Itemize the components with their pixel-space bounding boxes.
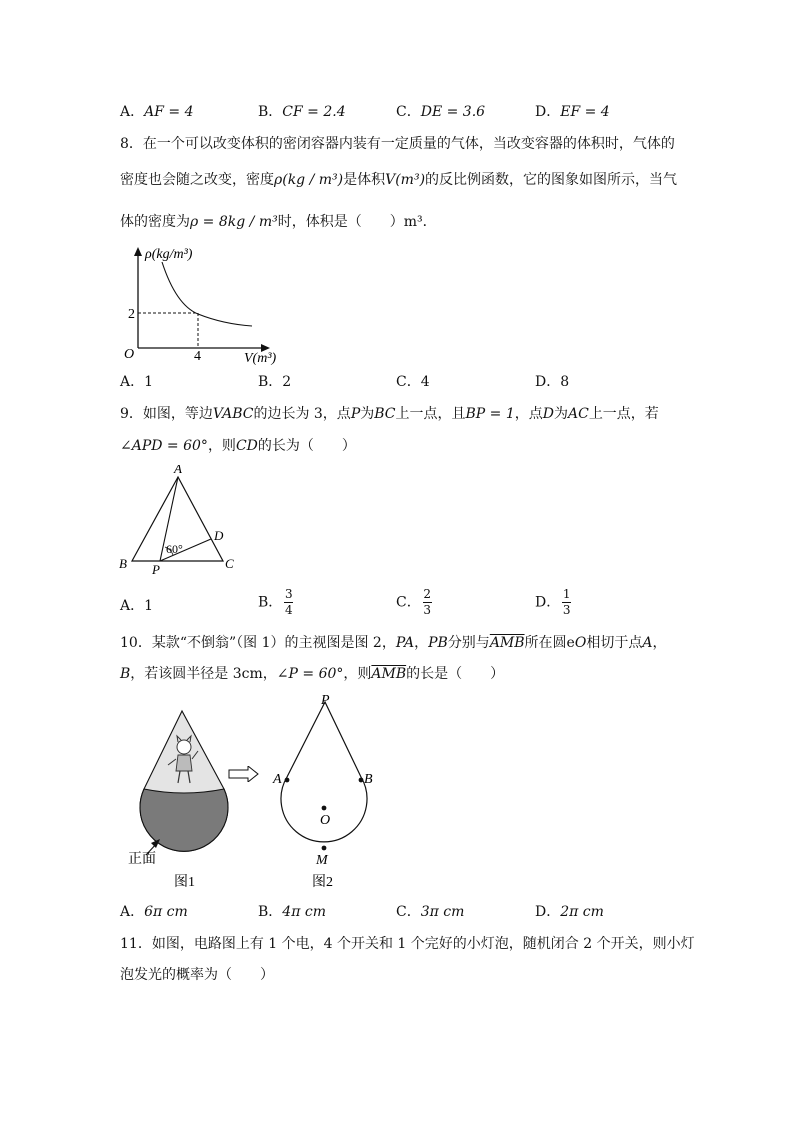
point-a	[285, 778, 290, 783]
figure-2-caption: 图2	[312, 875, 333, 890]
q8-line-1: 8．在一个可以改变体积的密闭容器内装有一定质量的气体，当改变容器的体积时，气体的	[120, 136, 675, 152]
label-p: P	[152, 562, 160, 577]
q10-option-a: A．6π cm	[120, 904, 188, 920]
q9-option-c: C． $\frac{2}{3}$	[396, 587, 432, 617]
q10-figure-2-drop	[268, 690, 388, 895]
y-tick-label: 2	[128, 307, 135, 322]
q9-line-1: 9．如图，等边VABC的边长为 3，点P为BC上一点，且BP = 1，点D为AC上一点，若	[120, 406, 659, 422]
label-a: A	[174, 465, 182, 476]
q11-line-1: 11．如图，电路图上有 1 个电，4 个开关和 1 个完好的小灯泡，随机闭合 2 个开关，则小灯	[120, 936, 695, 952]
front-label: 正面	[128, 852, 156, 867]
figure-1-caption: 图1	[174, 875, 195, 890]
label-p: P	[321, 693, 330, 708]
inverse-curve	[162, 262, 252, 326]
label-a: A	[273, 772, 282, 787]
q9-option-b: B． $\frac{3}{4}$	[258, 587, 293, 617]
x-tick-label: 4	[194, 349, 201, 364]
y-axis-arrow	[134, 247, 142, 256]
q10-line-2: B，若该圆半径是 3cm，∠P = 60°，则$\overline{AMB}$的长是（ ）	[120, 666, 505, 682]
q9-option-a: A．1	[120, 598, 154, 614]
q8-line-2: 密度也会随之改变，密度ρ(kg / m³)是体积V(m³)的反比例函数，它的图象如图所示，当气	[120, 172, 678, 188]
q10-option-d: D．2π cm	[535, 904, 604, 920]
q8-option-d: D．8	[535, 374, 570, 390]
q7-option-a: A．AF = 4	[120, 104, 194, 120]
tumbler-base	[140, 789, 228, 851]
q11-line-2: 泡发光的概率为（ ）	[120, 967, 274, 983]
q7-option-b: B．CF = 2.4	[258, 104, 346, 120]
q10-option-b: B．4π cm	[258, 904, 326, 920]
right-arrow-icon	[228, 766, 260, 782]
q8-option-a: A．1	[120, 374, 154, 390]
label-o: O	[320, 813, 331, 828]
q9-line-2: ∠APD = 60°，则CD的长为（ ）	[120, 438, 356, 454]
q8-line-3: 体的密度为ρ = 8kg / m³时，体积是（ ）m³．	[120, 214, 437, 230]
point-b	[359, 778, 364, 783]
q10-figure-1-tumbler	[120, 705, 240, 895]
q8-inverse-graph	[118, 240, 298, 365]
q9-option-d: D． $\frac{1}{3}$	[535, 587, 571, 617]
q7-option-d: D．EF = 4	[535, 104, 610, 120]
point-m	[322, 846, 327, 851]
q8-option-b: B．2	[258, 374, 292, 390]
y-axis-label: ρ(kg/m³)	[145, 247, 193, 262]
q9-triangle-figure	[115, 465, 245, 580]
point-o	[322, 806, 327, 811]
label-angle: 60°	[166, 542, 183, 556]
q7-option-c: C．DE = 3.6	[396, 104, 486, 120]
label-d: D	[214, 528, 224, 543]
label-b: B	[119, 556, 127, 571]
q10-line-1: 10．某款“不倒翁”（图 1）的主视图是图 2，PA，PB分别与$\overline{AMB}$所在圆eO相切于点A，	[120, 635, 667, 651]
label-b: B	[364, 772, 373, 787]
label-m: M	[316, 853, 328, 868]
origin-label: O	[124, 347, 135, 362]
x-axis-label: V(m³)	[244, 351, 277, 365]
q10-option-c: C．3π cm	[396, 904, 465, 920]
q8-option-c: C．4	[396, 374, 430, 390]
label-c: C	[225, 556, 234, 571]
